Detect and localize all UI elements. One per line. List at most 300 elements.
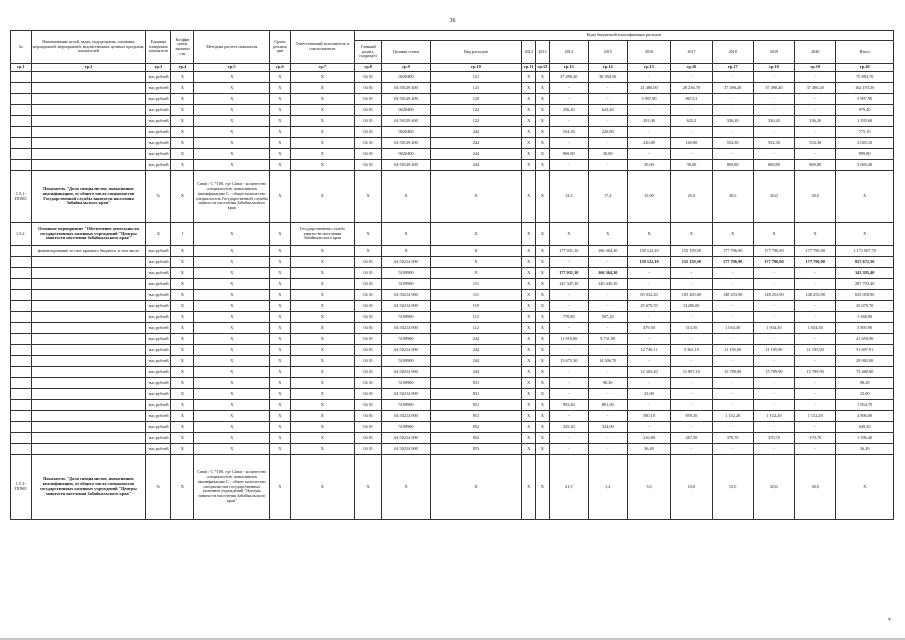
- row-value: -: [588, 301, 627, 312]
- row-value: X: [270, 138, 291, 149]
- row-value: 1 152,20: [795, 411, 836, 422]
- row-value: -: [712, 312, 753, 323]
- row-value: 15 675,30: [549, 356, 588, 367]
- row-value: -: [712, 301, 753, 312]
- indicator-2: [11, 455, 894, 520]
- row-value: 1 152,20: [712, 411, 753, 422]
- row-value: -: [627, 334, 671, 345]
- column-index-cell: гр.3: [146, 64, 171, 72]
- row-value: X: [171, 378, 194, 389]
- row-value: X: [536, 323, 550, 334]
- row-value: X: [522, 257, 536, 268]
- row-value: X: [522, 160, 536, 171]
- row-value: 11 195,90: [795, 345, 836, 356]
- row-value: 129: [430, 94, 522, 105]
- row-value: X: [536, 411, 550, 422]
- row-value: X: [536, 367, 550, 378]
- row-value: 04 50129 400: [382, 116, 430, 127]
- row-unit: тыс.рублей: [146, 334, 171, 345]
- row-unit: тыс.рублей: [146, 356, 171, 367]
- row-value: X: [290, 356, 354, 367]
- row-value: -: [549, 290, 588, 301]
- row-value: 111: [430, 290, 522, 301]
- row-value: 112: [430, 312, 522, 323]
- row-value: 2 669,40: [836, 160, 894, 171]
- row-name: [31, 72, 146, 83]
- row-value: -: [712, 356, 753, 367]
- row-value: X: [522, 444, 536, 455]
- row-value: 155 159,50: [671, 246, 712, 257]
- row-value: 852: [430, 422, 522, 433]
- indicator-value: 30,0: [795, 171, 836, 223]
- row-value: -: [753, 268, 794, 279]
- event-term: X: [270, 223, 291, 246]
- row-name: [31, 290, 146, 301]
- row-value: 28 236,70: [671, 83, 712, 94]
- indicator-value: 30,0: [712, 171, 753, 223]
- row-value: X: [536, 105, 550, 116]
- event-num: 1.5.2.: [11, 223, 32, 246]
- row-value: 8672,3: [671, 94, 712, 105]
- row-num: [11, 94, 32, 105]
- row-value: X: [290, 127, 354, 138]
- row-value: 336,20: [712, 116, 753, 127]
- table-row: [11, 389, 894, 400]
- row-value: X: [536, 94, 550, 105]
- row-value: -: [588, 138, 627, 149]
- row-unit: тыс.рублей: [146, 301, 171, 312]
- row-value: -: [712, 94, 753, 105]
- header-year: 2020: [795, 41, 836, 64]
- row-value: 04 01: [354, 378, 382, 389]
- table-row: [11, 138, 894, 149]
- row-value: X: [290, 160, 354, 171]
- row-value: 37 490,20: [753, 83, 794, 94]
- row-value: X: [290, 389, 354, 400]
- row-value: X: [290, 367, 354, 378]
- row-value: X: [194, 400, 270, 411]
- row-value: 2 045,10: [836, 138, 894, 149]
- row-value: X: [522, 105, 536, 116]
- row-value: X: [270, 312, 291, 323]
- row-value: 5109900: [382, 279, 430, 290]
- indicator-resp: X: [290, 455, 354, 520]
- row-unit: тыс.рублей: [146, 83, 171, 94]
- table-row: [11, 367, 894, 378]
- row-name: [31, 301, 146, 312]
- indicator-value: 15,90: [627, 171, 671, 223]
- row-value: X: [194, 72, 270, 83]
- row-value: 04 01: [354, 279, 382, 290]
- table-row: [11, 105, 894, 116]
- row-value: -: [795, 105, 836, 116]
- row-value: X: [290, 444, 354, 455]
- table-row: [11, 127, 894, 138]
- row-value: 851: [430, 411, 522, 422]
- row-value: -: [712, 444, 753, 455]
- row-value: -: [753, 127, 794, 138]
- row-value: 121: [430, 72, 522, 83]
- row-value: 04 01: [354, 268, 382, 279]
- row-value: X: [522, 323, 536, 334]
- row-value: X: [536, 400, 550, 411]
- row-value: 1 034,30: [753, 323, 794, 334]
- row-num: [11, 378, 32, 389]
- row-value: -: [627, 105, 671, 116]
- row-unit: тыс.рублей: [146, 127, 171, 138]
- row-value: 166 364,30: [588, 246, 627, 257]
- row-value: -: [753, 301, 794, 312]
- row-unit: тыс.рублей: [146, 160, 171, 171]
- row-value: 220,80: [588, 127, 627, 138]
- row-value: -: [671, 389, 712, 400]
- row-value: -: [627, 356, 671, 367]
- row-value: -: [671, 334, 712, 345]
- row-num: [11, 389, 32, 400]
- row-value: 979,40: [836, 105, 894, 116]
- row-value: 625,2: [671, 116, 712, 127]
- row-name: [31, 389, 146, 400]
- row-value: 139 122,10: [627, 257, 671, 268]
- row-value: X: [536, 160, 550, 171]
- row-value: -: [627, 149, 671, 160]
- row-value: X: [290, 268, 354, 279]
- row-value: 73 480,00: [836, 367, 894, 378]
- table-header: [11, 31, 894, 72]
- row-value: X: [194, 257, 270, 268]
- row-value: -: [549, 83, 588, 94]
- row-num: [11, 279, 32, 290]
- table-row: [11, 312, 894, 323]
- row-value: 04 50214 900: [382, 323, 430, 334]
- row-value: X: [270, 400, 291, 411]
- row-value: 121: [430, 83, 522, 94]
- row-num: [11, 356, 32, 367]
- row-value: X: [194, 323, 270, 334]
- row-value: 04 01: [354, 411, 382, 422]
- row-value: 04 01: [354, 345, 382, 356]
- row-value: 25 679,70: [836, 301, 894, 312]
- row-value: -: [588, 433, 627, 444]
- table-row: [11, 411, 894, 422]
- row-value: 1 335,60: [836, 116, 894, 127]
- row-value: 15 789,90: [753, 367, 794, 378]
- row-value: -: [712, 268, 753, 279]
- row-value: -: [671, 105, 712, 116]
- row-value: X: [536, 116, 550, 127]
- header-resp: Ответственный исполнитель и соисполнители: [290, 31, 354, 64]
- header-year: 2013: [536, 41, 550, 64]
- row-value: X: [194, 116, 270, 127]
- row-value: 11 195,90: [753, 345, 794, 356]
- row-value: -: [795, 422, 836, 433]
- row-value: X: [290, 138, 354, 149]
- indicator-unit: %: [146, 171, 171, 223]
- row-value: X: [522, 72, 536, 83]
- row-value: X: [270, 334, 291, 345]
- row-value: -: [795, 301, 836, 312]
- row-value: 04 01: [354, 422, 382, 433]
- row-value: -: [671, 127, 712, 138]
- row-value: 370,70: [712, 433, 753, 444]
- row-value: 37 490,20: [549, 72, 588, 83]
- row-value: 899,80: [836, 149, 894, 160]
- row-value: 11 807,10: [671, 367, 712, 378]
- row-value: 04 50214 900: [382, 411, 430, 422]
- row-value: X: [536, 149, 550, 160]
- row-value: 111: [430, 279, 522, 290]
- row-value: -: [795, 334, 836, 345]
- row-value: 166 364,30: [588, 268, 627, 279]
- table-row: [11, 433, 894, 444]
- row-value: 1 368,00: [836, 312, 894, 323]
- row-value: 30,00: [588, 149, 627, 160]
- table-row: [11, 444, 894, 455]
- row-num: [11, 149, 32, 160]
- row-value: -: [549, 94, 588, 105]
- row-num: [11, 400, 32, 411]
- row-value: 105 265,00: [671, 290, 712, 301]
- row-value: -: [753, 378, 794, 389]
- row-value: 15 789,90: [795, 367, 836, 378]
- row-value: X: [290, 246, 354, 257]
- row-value: 869,80: [753, 160, 794, 171]
- row-value: 177 796,90: [753, 257, 794, 268]
- row-value: X: [522, 83, 536, 94]
- row-value: X: [171, 411, 194, 422]
- row-name: [31, 268, 146, 279]
- row-value: X: [536, 301, 550, 312]
- indicator-code: X: [430, 171, 522, 223]
- row-value: X: [194, 290, 270, 301]
- row-unit: тыс.рублей: [146, 94, 171, 105]
- row-value: -: [549, 138, 588, 149]
- row-num: [11, 127, 32, 138]
- row-value: X: [171, 268, 194, 279]
- header-method: Методика расчета показателя: [194, 31, 270, 64]
- event-cell: X: [536, 223, 550, 246]
- row-value: 29 982,00: [836, 356, 894, 367]
- row-value: -: [712, 72, 753, 83]
- row-value: -: [671, 400, 712, 411]
- row-value: 5 997,90: [836, 94, 894, 105]
- row-value: X: [194, 345, 270, 356]
- row-value: X: [194, 411, 270, 422]
- row-value: 04 01: [354, 116, 382, 127]
- row-value: 554,30: [795, 138, 836, 149]
- row-value: X: [430, 246, 522, 257]
- row-value: 244: [430, 149, 522, 160]
- row-value: X: [290, 378, 354, 389]
- row-num: [11, 345, 32, 356]
- row-num: [11, 290, 32, 301]
- row-value: X: [171, 149, 194, 160]
- row-name: [31, 105, 146, 116]
- indicator-value: 30,0: [753, 171, 794, 223]
- event-cell: X: [588, 223, 627, 246]
- row-value: -: [753, 400, 794, 411]
- row-value: -: [549, 411, 588, 422]
- row-value: -: [712, 149, 753, 160]
- row-unit: тыс.рублей: [146, 312, 171, 323]
- row-value: X: [536, 444, 550, 455]
- row-value: 04 50214 900: [382, 389, 430, 400]
- row-value: 140 445,10: [588, 279, 627, 290]
- row-value: -: [712, 378, 753, 389]
- row-value: 30,00: [627, 160, 671, 171]
- row-value: X: [171, 444, 194, 455]
- row-value: 851: [430, 400, 522, 411]
- row-num: [11, 323, 32, 334]
- row-value: 242: [430, 345, 522, 356]
- row-value: 147 347,30: [549, 279, 588, 290]
- row-value: X: [536, 433, 550, 444]
- row-value: -: [712, 127, 753, 138]
- row-value: 04 01: [354, 356, 382, 367]
- row-value: X: [270, 257, 291, 268]
- row-value: 554,30: [549, 127, 588, 138]
- row-value: X: [290, 94, 354, 105]
- row-name: [31, 345, 146, 356]
- row-value: 5109900: [382, 422, 430, 433]
- row-num: [11, 83, 32, 94]
- row-value: 0020400: [382, 127, 430, 138]
- row-value: X: [290, 301, 354, 312]
- row-value: X: [290, 400, 354, 411]
- row-value: X: [171, 389, 194, 400]
- row-value: X: [194, 83, 270, 94]
- row-value: -: [753, 356, 794, 367]
- row-value: 31286,00: [671, 301, 712, 312]
- row-value: X: [522, 356, 536, 367]
- row-name: [31, 367, 146, 378]
- row-value: -: [671, 312, 712, 323]
- row-value: X: [171, 83, 194, 94]
- row-value: 04 01: [354, 323, 382, 334]
- event-cell: X: [354, 223, 382, 246]
- row-name: [31, 323, 146, 334]
- row-value: X: [171, 72, 194, 83]
- row-value: X: [270, 378, 291, 389]
- indicator-code: X: [430, 455, 522, 520]
- row-value: X: [522, 312, 536, 323]
- row-value: X: [171, 301, 194, 312]
- row-value: X: [194, 105, 270, 116]
- row-value: X: [522, 378, 536, 389]
- row-value: 04 50214 900: [382, 301, 430, 312]
- row-num: [11, 367, 32, 378]
- row-value: 04 50214 900: [382, 367, 430, 378]
- row-value: X: [171, 312, 194, 323]
- row-value: X: [194, 279, 270, 290]
- row-value: 324,00: [588, 422, 627, 433]
- row-num: [11, 422, 32, 433]
- row-value: X: [171, 356, 194, 367]
- column-index-cell: гр.1: [11, 64, 32, 72]
- row-value: X: [290, 105, 354, 116]
- row-num: [11, 72, 32, 83]
- column-index-cell: гр.5: [194, 64, 270, 72]
- row-value: X: [536, 378, 550, 389]
- row-value: X: [270, 301, 291, 312]
- row-value: -: [671, 356, 712, 367]
- row-value: 14 306,70: [588, 356, 627, 367]
- row-unit: тыс.рублей: [146, 411, 171, 422]
- row-value: X: [430, 257, 522, 268]
- bottom-rows: [11, 246, 894, 455]
- row-value: -: [712, 334, 753, 345]
- row-value: -: [671, 378, 712, 389]
- row-value: -: [549, 301, 588, 312]
- row-value: X: [171, 367, 194, 378]
- table-row: [11, 116, 894, 127]
- table-row: [11, 323, 894, 334]
- indicator-value: X: [836, 455, 894, 520]
- row-name: [31, 312, 146, 323]
- table-row: [11, 334, 894, 345]
- column-index-cell: гр.8: [354, 64, 382, 72]
- header-year: 2017: [671, 41, 712, 64]
- row-value: X: [171, 279, 194, 290]
- row-value: -: [549, 345, 588, 356]
- indicator-value: 30,0: [795, 455, 836, 520]
- row-value: X: [171, 422, 194, 433]
- row-value: X: [194, 356, 270, 367]
- row-value: 37 490,20: [712, 83, 753, 94]
- row-num: [11, 246, 32, 257]
- row-value: 14 303,20: [627, 367, 671, 378]
- row-value: -: [588, 83, 627, 94]
- row-value: 177 796,90: [712, 246, 753, 257]
- table-row: [11, 301, 894, 312]
- row-value: X: [270, 127, 291, 138]
- row-value: X: [522, 116, 536, 127]
- row-value: 336,20: [795, 116, 836, 127]
- indicator-value: 15,0: [712, 455, 753, 520]
- row-name: [31, 411, 146, 422]
- row-value: 313,50: [671, 323, 712, 334]
- row-value: -: [588, 444, 627, 455]
- row-unit: тыс.рублей: [146, 367, 171, 378]
- row-value: 04 01: [354, 72, 382, 83]
- row-value: X: [536, 356, 550, 367]
- row-value: -: [712, 279, 753, 290]
- row-value: -: [753, 334, 794, 345]
- table-row: [11, 378, 894, 389]
- row-value: 12 749,11: [627, 345, 671, 356]
- row-value: -: [588, 257, 627, 268]
- indicator-method: Скваi / С *100, где Скваi - количество специалистов, повысивших квалификацию С - общее количество специалистов Государственной службы занятости населения Забайкальского края: [194, 171, 270, 223]
- row-value: 122: [430, 116, 522, 127]
- row-value: 869,80: [795, 160, 836, 171]
- indicator-value: 5,0: [627, 455, 671, 520]
- row-value: 291,00: [627, 116, 671, 127]
- row-value: 287 792,40: [836, 279, 894, 290]
- row-name: [31, 160, 146, 171]
- row-value: 37 490,20: [795, 83, 836, 94]
- row-value: 04 01: [354, 149, 382, 160]
- header-year: 2018: [712, 41, 753, 64]
- row-value: X: [194, 268, 270, 279]
- row-value: -: [549, 160, 588, 171]
- row-num: [11, 268, 32, 279]
- indicator-value: 10,0: [671, 455, 712, 520]
- row-value: 861,30: [588, 400, 627, 411]
- row-name: финансирование за счет краевого бюджета, в том числе: [31, 246, 146, 257]
- row-value: -: [588, 290, 627, 301]
- row-name: [31, 378, 146, 389]
- row-value: -: [795, 268, 836, 279]
